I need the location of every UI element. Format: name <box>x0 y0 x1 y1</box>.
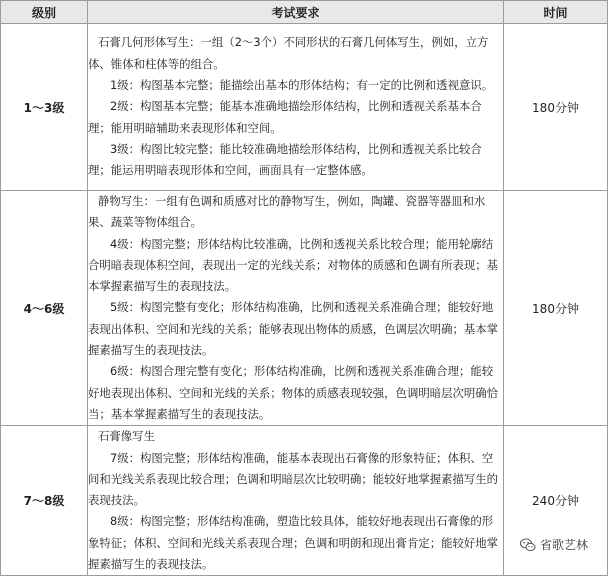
requirement-item: 4级：构图完整；形体结构比较准确，比例和透视关系比较合理；能用轮廓结合明暗表现体积空间，表现出一定的光线关系；对物体的质感和色调有所表现；基本掌握素描写生的表现技法。 <box>88 236 499 294</box>
requirement-intro: 静物写生：一组有色调和质感对比的静物写生，例如，陶罐、瓷器等器皿和水果、蔬菜等物体组合。 <box>88 194 486 230</box>
wechat-icon <box>520 538 536 552</box>
requirement-item: 7级：构图完整；形体结构准确，能基本表现出石膏像的形象特征；体积、空间和光线关系表现比较合理；色调和明暗层次比较明确；能较好地掌握素描写生的表现技法。 <box>88 450 499 508</box>
requirement-item: 6级：构图合理完整有变化；形体结构准确，比例和透视关系准确合理；能较好地表现出体积、空间和光线的关系；物体的质感表现较强，色调明暗层次明确恰当；基本掌握素描写生的表现技法。 <box>88 364 499 421</box>
requirement-intro: 石膏几何形体写生：一组（2～3个）不同形状的石膏几何体写生，例如，立方体、锥体和柱体等的组合。 <box>88 35 489 71</box>
time-cell: 180分钟 <box>504 24 608 191</box>
table-row <box>1 426 608 576</box>
header-time: 时间 <box>504 1 608 24</box>
requirement-cell <box>88 191 504 426</box>
level-cell: 7～8级 <box>1 426 88 576</box>
table-row <box>1 191 608 426</box>
requirement-cell <box>88 426 504 576</box>
level-cell: 1～3级 <box>1 24 88 191</box>
header-requirement: 考试要求 <box>88 1 504 24</box>
table-header-row <box>1 1 608 24</box>
level-cell: 4～6级 <box>1 191 88 426</box>
requirement-item: 8级：构图完整；形体结构准确，塑造比较具体，能较好地表现出石膏像的形象特征；体积、空间和光线关系表现合理；色调和明朗和现出膏肯定；能较好地掌握素描写生的表现技法。 <box>88 514 499 572</box>
requirement-intro: 石膏像写生 <box>98 429 155 444</box>
header-level: 级别 <box>1 1 88 24</box>
requirement-item: 1级：构图基本完整；能描绘出基本的形体结构；有一定的比例和透视意识。 <box>110 78 494 93</box>
requirement-item: 5级：构图完整有变化；形体结构准确，比例和透视关系准确合理；能较好地表现出体积、空间和光线的关系；能够表现出物体的质感，色调层次明确；基本掌握素描写生的表现技法。 <box>88 300 499 358</box>
table-row <box>1 24 608 191</box>
time-cell: 240分钟 <box>504 426 608 576</box>
requirement-item: 2级：构图基本完整；能基本准确地描绘形体结构，比例和透视关系基本合理；能用明暗辅助来表现形体和空间。 <box>88 99 482 135</box>
requirement-cell <box>88 24 504 191</box>
requirement-item: 3级：构图比较完整；能比较准确地描绘形体结构，比例和透视关系比较合理；能运用明暗表现形体和空间，画面具有一定整体感。 <box>88 141 482 178</box>
watermark <box>520 536 588 553</box>
time-cell: 180分钟 <box>504 191 608 426</box>
watermark-text: 省歌艺林 <box>539 538 588 552</box>
